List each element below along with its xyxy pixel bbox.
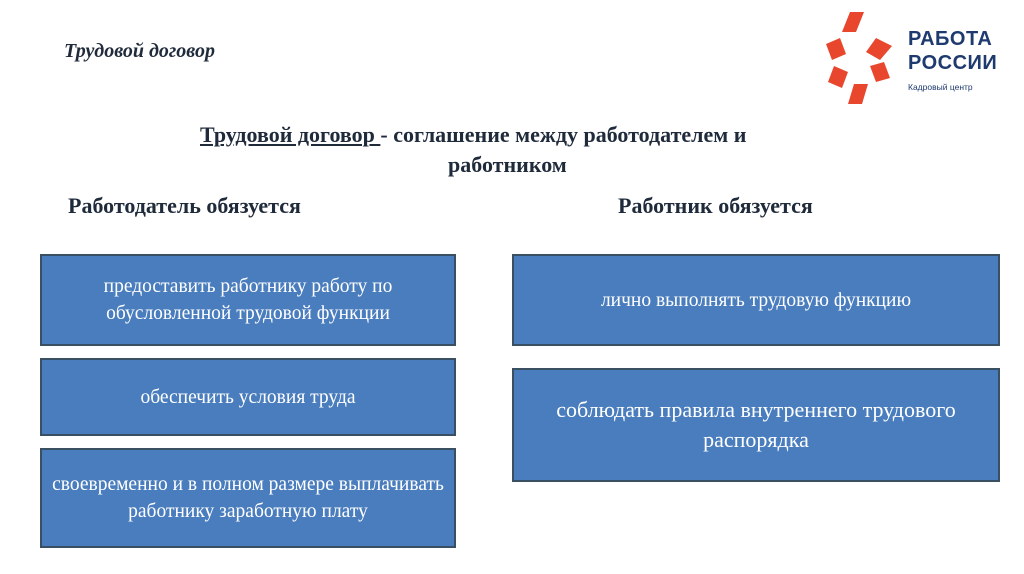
definition-text-line2: работником bbox=[448, 152, 567, 177]
employer-duty-box: обеспечить условия труда bbox=[40, 358, 456, 436]
definition-text: - соглашение между работодателем и bbox=[380, 122, 747, 147]
logo bbox=[820, 10, 1020, 110]
logo-mark-icon bbox=[820, 10, 900, 105]
logo-text-line1: РАБОТА bbox=[908, 28, 993, 50]
slide-title: Трудовой договор bbox=[64, 40, 215, 62]
employer-heading: Работодатель обязуется bbox=[68, 193, 301, 218]
employee-duty-box: соблюдать правила внутреннего трудового распорядка bbox=[512, 368, 1000, 482]
definition-term: Трудовой договор bbox=[200, 122, 381, 147]
employer-duty-box: предоставить работнику работу по обусловленной трудовой функции bbox=[40, 254, 456, 346]
employer-duty-box: своевременно и в полном размере выплачивать работнику заработную плату bbox=[40, 448, 456, 548]
logo-subtitle: Кадровый центр bbox=[908, 82, 973, 92]
logo-text-line2: РОССИИ bbox=[908, 52, 998, 74]
employee-duty-box: лично выполнять трудовую функцию bbox=[512, 254, 1000, 346]
employee-heading: Работник обязуется bbox=[618, 193, 813, 218]
definition bbox=[200, 120, 960, 180]
